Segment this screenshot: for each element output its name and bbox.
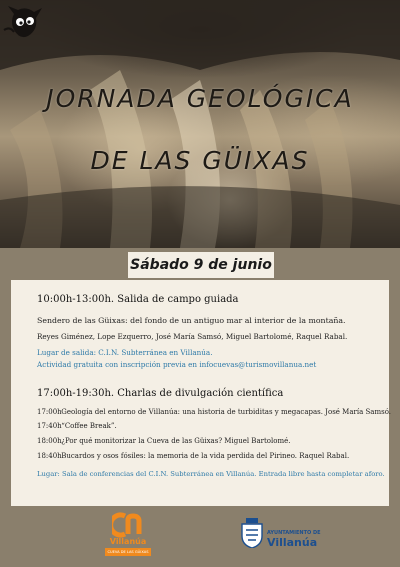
talk-time: 18:00h (37, 437, 62, 445)
poster-title-line1: JORNADA GEOLÓGICA (46, 84, 354, 113)
cn-logo-icon (112, 512, 142, 538)
date-banner (0, 248, 400, 280)
talk-row (37, 422, 117, 430)
section2-venue: Lugar: Sala de conferencias del C.I.N. Subterránea en Villanúa. Entrada libre hasta completar aforo. (37, 470, 385, 478)
cave-formations-icon (0, 0, 400, 248)
right-logo-top: AYUNTAMIENTO DE (267, 530, 321, 536)
talk-row (37, 408, 391, 416)
event-date: Sábado 9 de junio (130, 257, 272, 273)
section1-title: 10:00h-13:00h. Salida de campo guiada (37, 294, 239, 305)
bat-mascot-icon (0, 0, 46, 48)
section1-guides: Reyes Giménez, Lope Ezquerro, José María Samsó, Miguel Bartolomé, Raquel Rabal. (37, 332, 348, 341)
section1-departure: Lugar de salida: C.I.N. Subterránea en Villanúa. (37, 348, 213, 357)
talk-text: Geología del entorno de Villanúa: una historia de turbiditas y megacapas. José María Samsó. (61, 408, 392, 416)
cin-villanua-logo (98, 512, 158, 566)
talk-time: 17:40h (37, 422, 62, 430)
talk-row (37, 437, 290, 445)
section1-registration: Actividad gratuita con inscripción previa en infocuevas@turismovillanua.net (37, 360, 317, 369)
content-panel (11, 280, 392, 506)
footer (0, 506, 400, 567)
poster-title-line2: DE LAS GÜIXAS (90, 146, 310, 175)
left-logo-subtitle: CUEVA DE LAS GÜIXAS (105, 548, 151, 556)
talk-text: ¿Por qué monitorizar la Cueva de las Güixas? Miguel Bartolomé. (61, 437, 291, 445)
section2-title: 17:00h-19:30h. Charlas de divulgación científica (37, 388, 284, 399)
ayuntamiento-logo (240, 516, 340, 564)
section1-description: Sendero de las Güixas: del fondo de un antiguo mar al interior de la montaña. (37, 316, 346, 325)
coat-of-arms-icon (240, 518, 264, 548)
talk-row (37, 452, 349, 460)
right-logo-name: Villanúa (267, 536, 318, 549)
left-logo-name: Villanúa (109, 537, 147, 546)
talk-text: “Coffee Break”. (61, 422, 117, 430)
talk-text: Bucardos y osos fósiles: la memoria de la vida perdida del Pirineo. Raquel Rabal. (61, 452, 350, 460)
talk-time: 17:00h (37, 408, 62, 416)
talk-time: 18:40h (37, 452, 62, 460)
date-box (128, 252, 274, 278)
cave-hero-image (0, 0, 400, 248)
